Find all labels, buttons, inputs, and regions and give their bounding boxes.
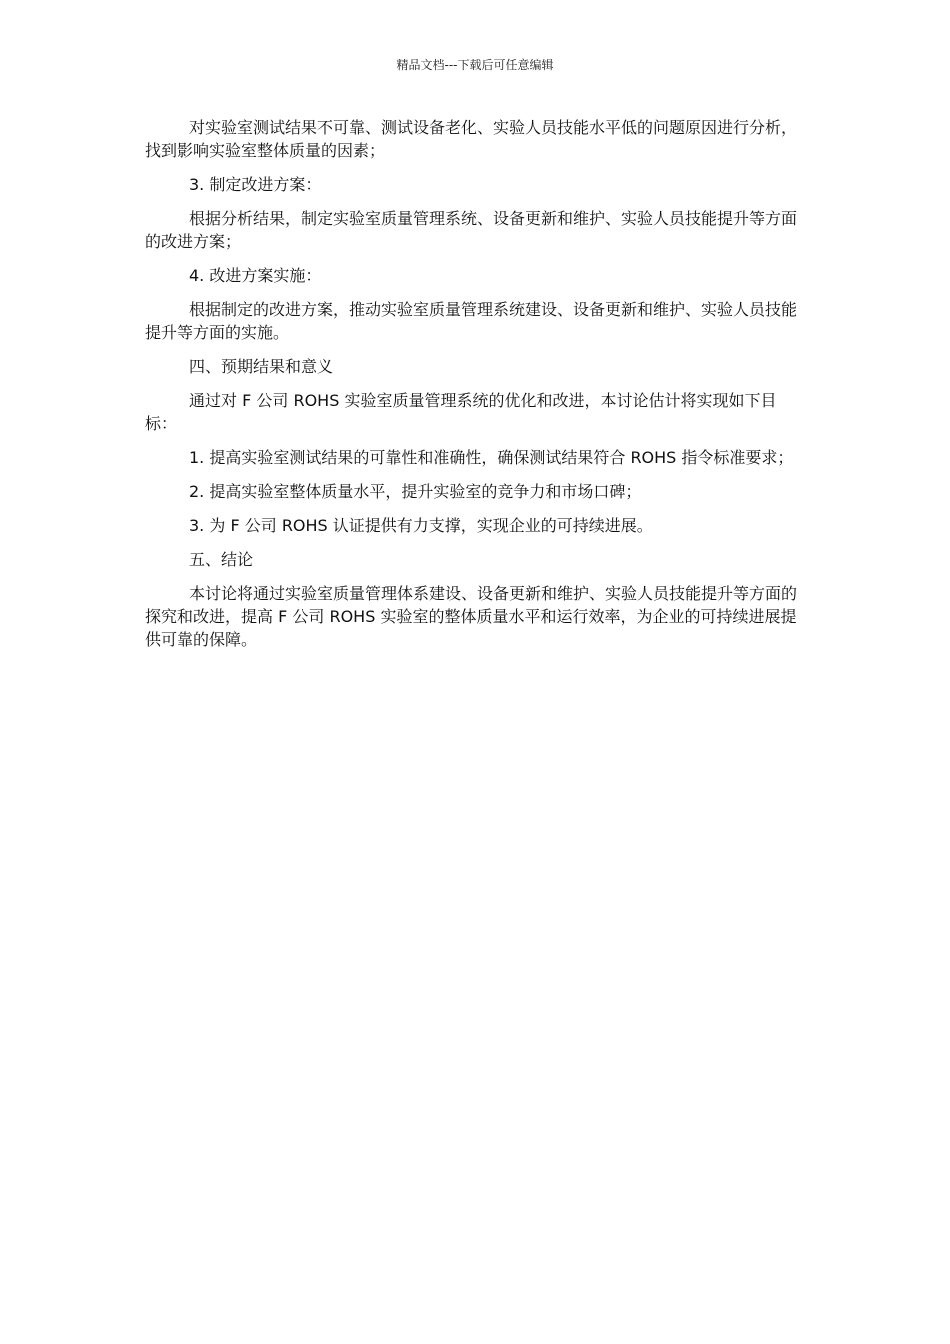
section-heading-conclusion: 五、结论 — [189, 550, 254, 569]
paragraph-cause-analysis: 对实验室测试结果不可靠、测试设备老化、实验人员技能水平低的问题原因进行分析，找到影响实验室整体质量的因素； — [145, 118, 798, 160]
document-body — [145, 116, 807, 662]
list-item-goal-3: 3. 为 F 公司 ROHS 认证提供有力支撑，实现企业的可持续进展。 — [189, 516, 653, 535]
list-item-goal-2: 2. 提高实验室整体质量水平，提升实验室的竞争力和市场口碑； — [189, 482, 642, 501]
paragraph-conclusion: 本讨论将通过实验室质量管理体系建设、设备更新和维护、实验人员技能提升等方面的探究和改进，提高 F 公司 ROHS 实验室的整体质量水平和运行效率，为企业的可持续进展提供可靠的保障。 — [145, 584, 798, 649]
heading-plan-implementation: 4. 改进方案实施： — [189, 266, 322, 285]
section-heading-expected-results: 四、预期结果和意义 — [189, 357, 334, 376]
paragraph-plan-detail: 根据分析结果，制定实验室质量管理系统、设备更新和维护、实验人员技能提升等方面的改进方案； — [145, 209, 798, 251]
paragraph-implementation-detail: 根据制定的改进方案，推动实验室质量管理系统建设、设备更新和维护、实验人员技能提升等方面的实施。 — [145, 300, 798, 342]
list-item-goal-1: 1. 提高实验室测试结果的可靠性和准确性，确保测试结果符合 ROHS 指令标准要求； — [189, 448, 794, 467]
page-header: 精品文档---下载后可任意编辑 — [396, 58, 554, 72]
paragraph-goals-intro: 通过对 F 公司 ROHS 实验室质量管理系统的优化和改进，本讨论估计将实现如下目标： — [145, 391, 777, 433]
heading-make-plan: 3. 制定改进方案： — [189, 175, 322, 194]
